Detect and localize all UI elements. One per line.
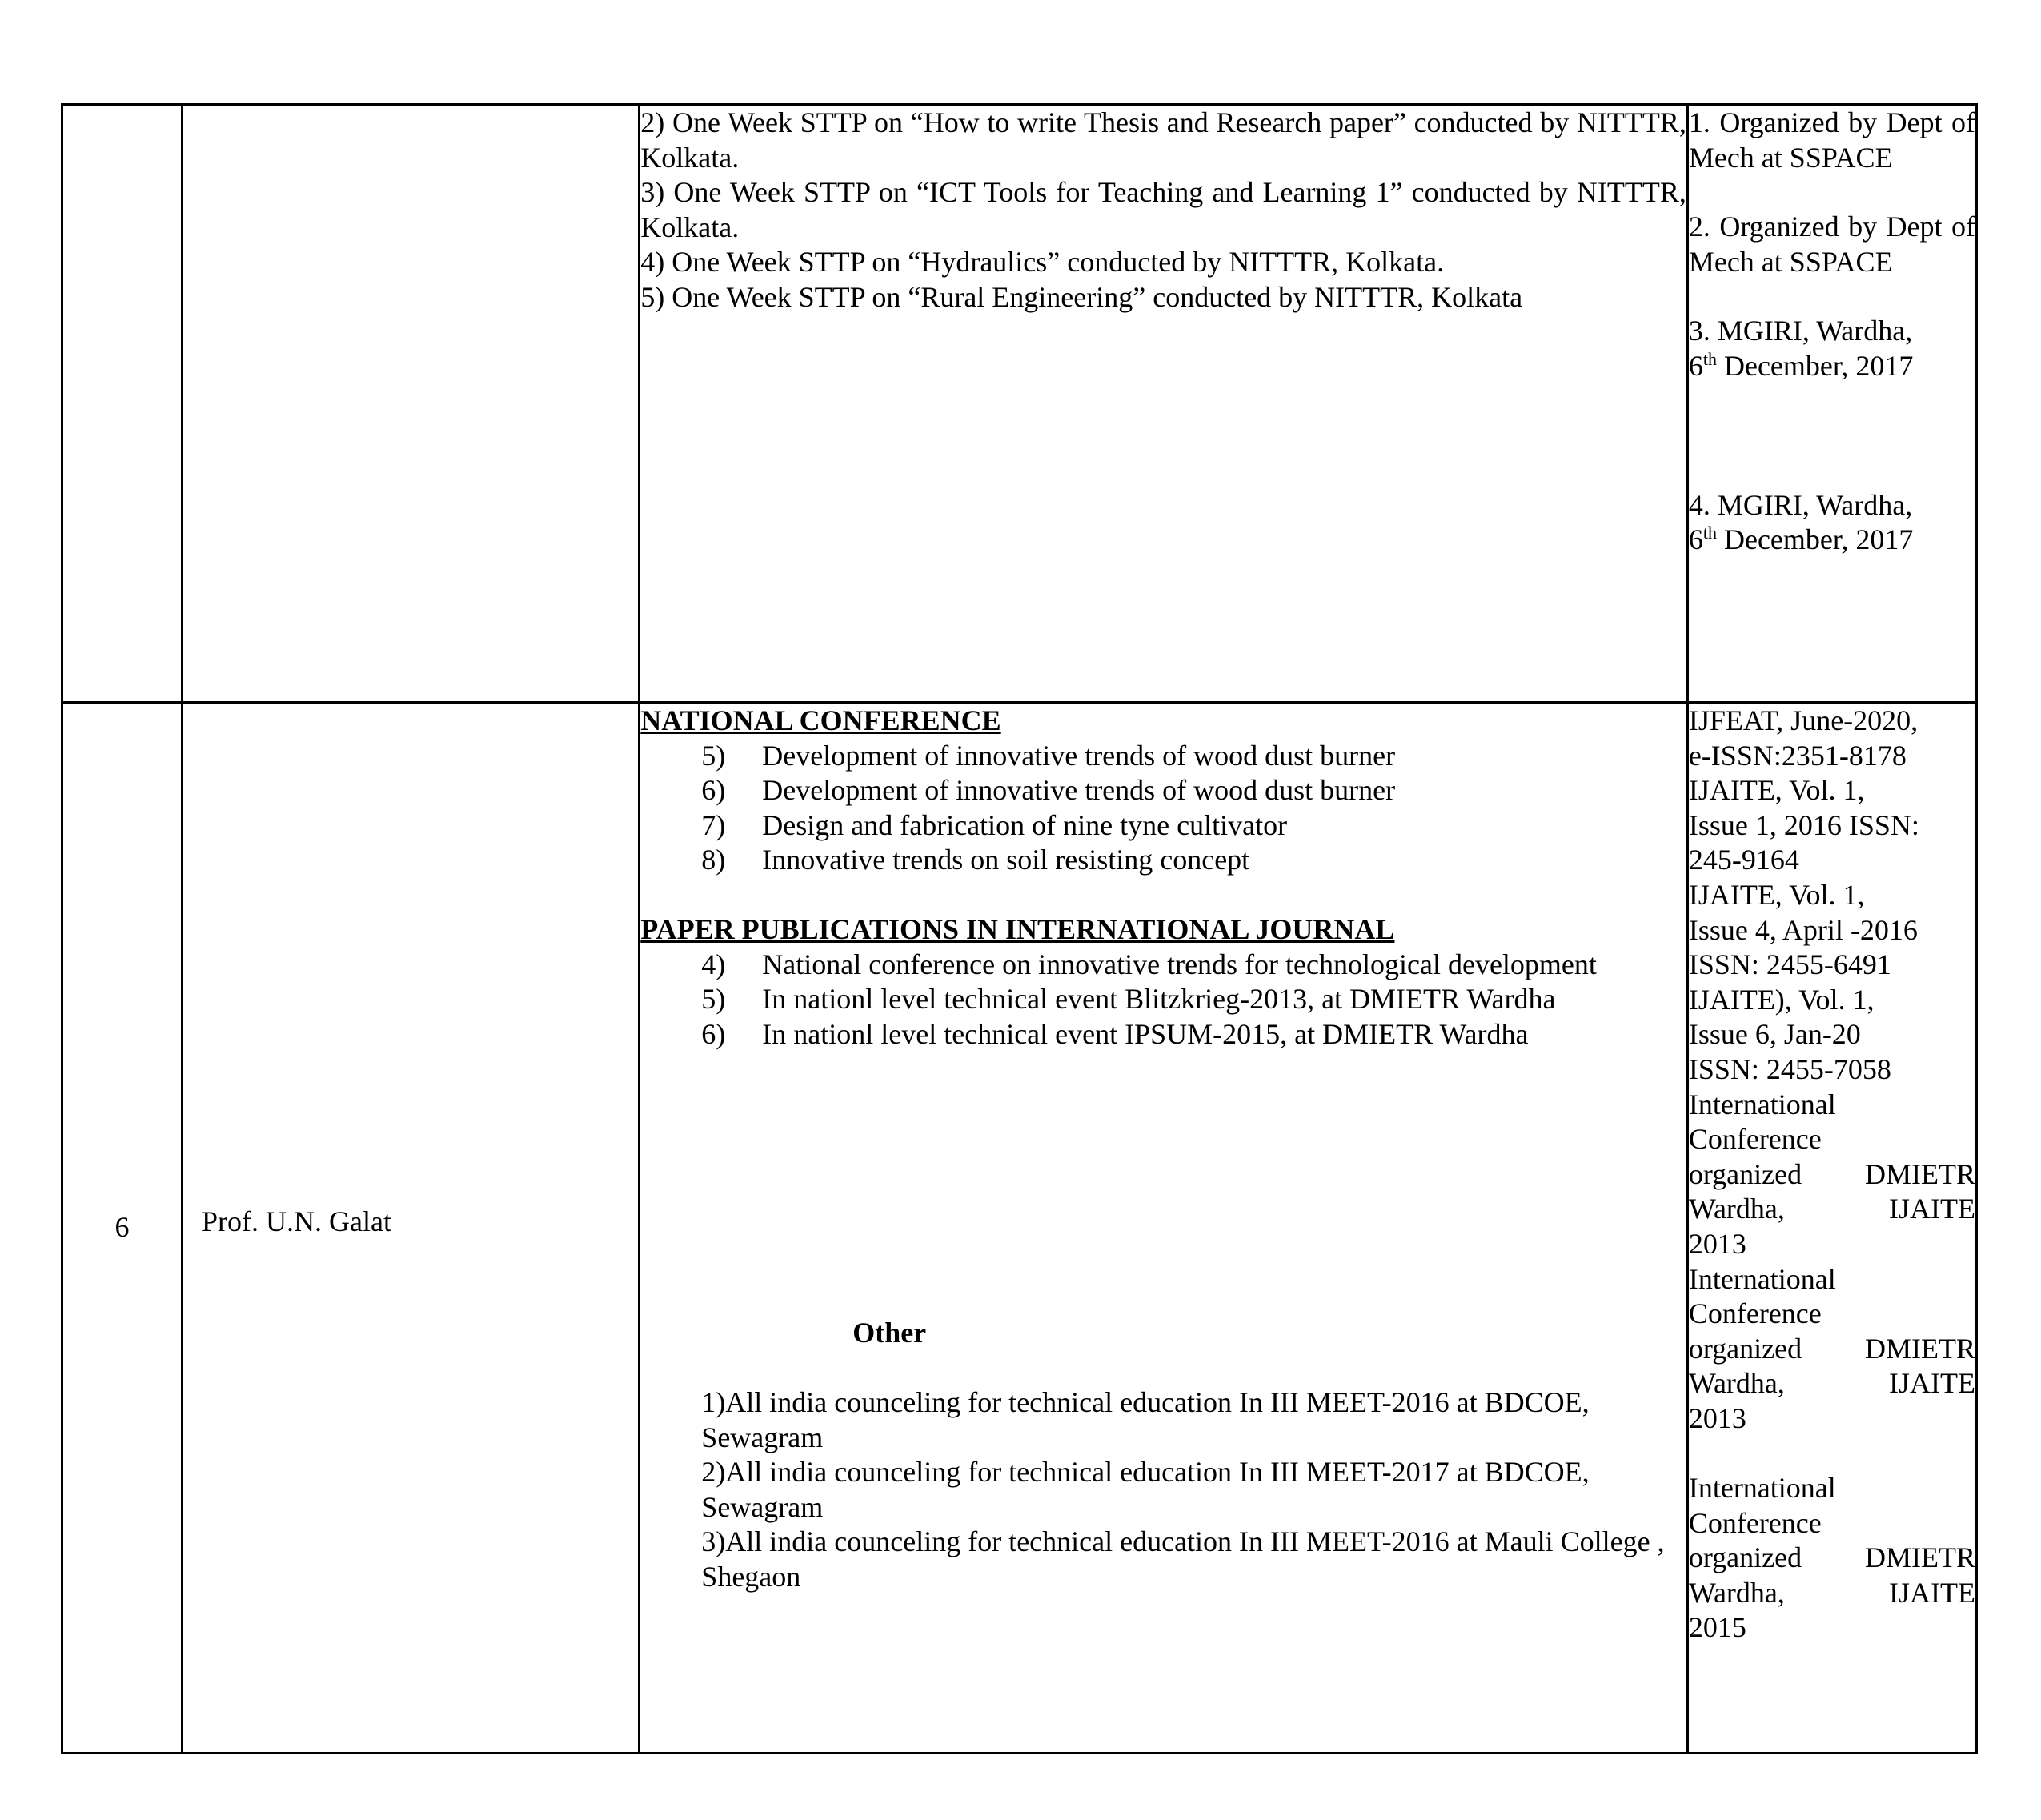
detail-line: organized DMIETR bbox=[1688, 1332, 1975, 1365]
detail-line: IJAITE, Vol. 1, bbox=[1688, 774, 1865, 807]
detail-line: International bbox=[1688, 1472, 1836, 1505]
detail-line: IJAITE, Vol. 1, bbox=[1688, 878, 1865, 911]
detail-line: International bbox=[1688, 1262, 1836, 1295]
faculty-name: Prof. U.N. Galat bbox=[202, 1205, 391, 1237]
organizer-entry bbox=[1689, 314, 1975, 383]
organizer-place: 4. MGIRI, Wardha, bbox=[1688, 488, 1913, 521]
list-item: 8) Innovative trends on soil resisting concept bbox=[701, 844, 1250, 876]
organizer-entry: 2. Organized by Dept of Mech at SSPACE bbox=[1688, 210, 1975, 278]
detail-line: Wardha, IJAITE bbox=[1688, 1367, 1975, 1400]
detail-line: organized DMIETR bbox=[1688, 1541, 1975, 1574]
publications-cell bbox=[640, 703, 1688, 1754]
national-conference-heading: NATIONAL CONFERENCE bbox=[640, 704, 1001, 736]
list-item: 5) In nationl level technical event Blitzkrieg-2013, at DMIETR Wardha bbox=[701, 983, 1556, 1016]
detail-line: Conference bbox=[1688, 1123, 1822, 1156]
international-journal-list bbox=[640, 948, 1686, 1052]
other-heading: Other bbox=[852, 1317, 927, 1349]
national-conference-list bbox=[640, 739, 1686, 878]
sr-no-cell bbox=[62, 703, 182, 1754]
detail-line: ISSN: 2455-6491 bbox=[1688, 948, 1891, 981]
organizer-place: 3. MGIRI, Wardha, bbox=[1688, 315, 1913, 347]
list-item: 6) In nationl level technical event IPSUM-2015, at DMIETR Wardha bbox=[701, 1017, 1529, 1050]
publication-details-cell bbox=[1687, 703, 1976, 1754]
list-item: 2)All india counceling for technical education In III MEET-2017 at BDCOE, Sewagram bbox=[701, 1456, 1590, 1523]
detail-line: 245-9164 bbox=[1688, 844, 1799, 876]
organizer-day: 6 bbox=[1688, 349, 1703, 382]
detail-line: Conference bbox=[1688, 1506, 1822, 1539]
list-item: 5) Development of innovative trends of wood dust burner bbox=[701, 739, 1396, 772]
other-list bbox=[640, 1385, 1686, 1595]
ordinal-suffix: th bbox=[1702, 348, 1717, 369]
organizer-cell bbox=[1687, 105, 1976, 703]
detail-line: e-ISSN:2351-8178 bbox=[1688, 739, 1907, 772]
sr-no: 6 bbox=[114, 1211, 130, 1244]
faculty-table bbox=[61, 103, 1978, 1754]
detail-line-blank bbox=[1689, 1436, 1975, 1471]
organizer-entry bbox=[1689, 488, 1975, 558]
detail-line: 2015 bbox=[1688, 1611, 1746, 1644]
organizer-day: 6 bbox=[1688, 523, 1703, 556]
ordinal-suffix: th bbox=[1702, 523, 1717, 543]
detail-line: organized DMIETR bbox=[1688, 1157, 1975, 1190]
detail-line: Wardha, IJAITE bbox=[1688, 1193, 1975, 1225]
list-item: 3)All india counceling for technical education In III MEET-2016 at Mauli College , Shegaon bbox=[701, 1525, 1665, 1593]
organizer-entry: 1. Organized by Dept of Mech at SSPACE bbox=[1688, 106, 1975, 174]
sttp-item: 3) One Week STTP on “ICT Tools for Teaching and Learning 1” conducted by NITTTR, Kolkata. bbox=[640, 176, 1686, 243]
sttp-item: 4) One Week STTP on “Hydraulics” conducted by NITTTR, Kolkata. bbox=[640, 246, 1445, 279]
name-cell bbox=[182, 105, 640, 703]
list-item: 6) Development of innovative trends of wood dust burner bbox=[701, 774, 1396, 807]
list-item: 1)All india counceling for technical education In III MEET-2016 at BDCOE, Sewagram bbox=[701, 1385, 1590, 1453]
sttp-details-cell bbox=[640, 105, 1688, 703]
detail-line: Wardha, IJAITE bbox=[1688, 1576, 1975, 1609]
sttp-item: 2) One Week STTP on “How to write Thesis and Research paper” conducted by NITTTR, Kolkata. bbox=[640, 106, 1686, 174]
detail-line: IJFEAT, June-2020, bbox=[1688, 704, 1919, 736]
detail-line: ISSN: 2455-7058 bbox=[1688, 1052, 1891, 1085]
detail-line: 2013 bbox=[1688, 1401, 1746, 1434]
international-journal-heading: PAPER PUBLICATIONS IN INTERNATIONAL JOURNAL bbox=[640, 912, 1395, 945]
detail-line: Issue 6, Jan-20 bbox=[1688, 1018, 1861, 1051]
organizer-date: December, 2017 bbox=[1716, 349, 1914, 382]
detail-line: 2013 bbox=[1688, 1227, 1746, 1260]
organizer-date: December, 2017 bbox=[1716, 523, 1914, 556]
list-item: 4) National conference on innovative trends for technological development bbox=[701, 948, 1597, 980]
detail-line: International bbox=[1688, 1088, 1836, 1120]
detail-line: Conference bbox=[1688, 1297, 1822, 1330]
detail-line: Issue 1, 2016 ISSN: bbox=[1688, 808, 1919, 841]
detail-line: IJAITE), Vol. 1, bbox=[1688, 983, 1875, 1016]
detail-line: Issue 4, April -2016 bbox=[1688, 913, 1918, 946]
sttp-item: 5) One Week STTP on “Rural Engineering” conducted by NITTTR, Kolkata bbox=[640, 280, 1523, 313]
list-item: 7) Design and fabrication of nine tyne cultivator bbox=[701, 808, 1288, 841]
sr-no-cell bbox=[62, 105, 182, 703]
table-row bbox=[62, 105, 1977, 703]
